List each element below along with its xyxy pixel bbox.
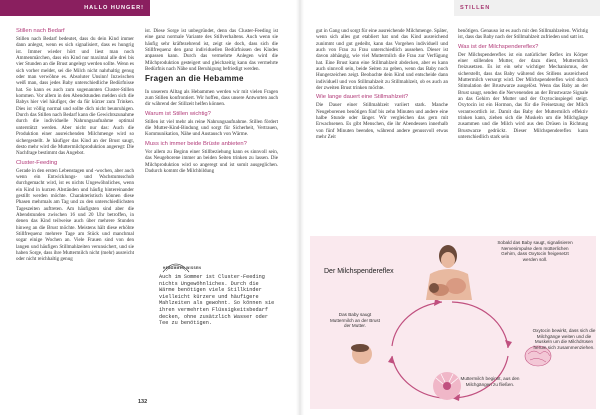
diagram-label-right: Oxytocin bewirkt, dass sich die Milchgänge weiten und die Muskeln um die Milchdrüsen herum sich zusammenziehen. (532, 328, 596, 350)
arrow-head (434, 299, 442, 306)
mother-nursing-illustration (426, 245, 472, 300)
left-column-1 (16, 28, 134, 266)
paragraph: Gerade in den ersten Lebenstagen und -wochen, aber auch wenn ein Entwicklungs- und Wachstumsschub durchgemacht wird, ist es nichts Ungewöhnliches, wenn ein Kind in kurzen Abständen und häufig hintereinander gestillt werden möchte. Charakteristisch können diese Phasen mehrmals am Tag und zu den unterschiedlichsten Tageszeiten auftreten. Am häufigsten sind aber die Abendstunden zwischen 16 und 20 Uhr betroffen, in denen das Kind teilweise auch über mehrere Stunden hinweg an die Brust möchte. Meistens hält diese erhöhte Stillfrequenz mehrere Tage am Stück und manchmal sogar einige Wochen an. Viele Frauen sind von den langen und häufigen Stillmahlzeiten verunsichert, und sie haben Sorge, dass ihre Muttermilch nicht (mehr) ausreicht oder nicht reichhaltig genug (16, 167, 134, 263)
diagram-label-bottom: Muttermilch beginnt, aus den Milchgängen zu fließen. (460, 376, 520, 387)
diagram-label-left: Das Baby saugt Muttermilch an der Brust der Mutter. (329, 312, 381, 329)
paragraph: benötigen. Genauso ist es auch mit den Stillmahlzeiten. Wichtig ist, dass das Baby nach der Stillmahlzeit zufrieden und satt ist. (458, 28, 588, 41)
section-heading: Cluster-Feeding (16, 159, 58, 166)
right-column-2 (458, 28, 588, 144)
paragraph: Vor allem zu Beginn einer Stillbeziehung kann es sinnvoll sein, das Neugeborene immer an beiden Seiten trinken zu lassen. Die Milchproduktion wird so angeregt und ist somit ausgeglichen. Dadurch kommt die Milchbildung (145, 148, 278, 174)
tip-box: Auch im Sommer ist Cluster-Feeding nichts Ungewöhnliches. Durch die Wärme benötigen viele Stillkinder vielleicht kürzere und häufigere Mahlzeiten als gewohnt. So können sie ihren vermehrten Flüssigkeitsbedarf decken, ohne zusätzlich Wasser oder Tee zu benötigen. (159, 274, 275, 327)
paragraph: gut in Gang und sorgt für eine ausreichende Milchmenge. Später, wenn sich alles gut etabliert hat und das Kind ausreichend zunimmt und gut gedeiht, kann das Vorgehen individuell und auch von Frau zu Frau unterschiedlich aussehen. Dieser ist davon abhängig, wie viel Muttermilch die Frau zur Verfügung hat. Eine Brust kann eine Stillmahlzeit abdecken, aber es kann auch sinnvoll sein, beide Seiten zu geben, wenn das Baby noch Hungerzeichen zeigt. Beobachte dein Kind und entscheide dann individuell und von Stillmahlzeit zu Stillmahlzeit, ob es auch an der zweiten Brust trinken möchte. (316, 28, 448, 92)
question-heading: Muss ich immer beide Brüste anbieten? (145, 140, 247, 147)
section-heading: Stillen nach Bedarf (16, 28, 65, 34)
arrow-head (505, 340, 512, 348)
milk-ejection-reflex-diagram (310, 236, 596, 409)
diagram-title: Der Milchspendereflex (324, 268, 394, 275)
running-header-left: HALLO HUNGER! (0, 0, 150, 16)
paragraph: Stillen ist viel mehr als reine Nahrungsaufnahme. Stillen fördert die Mutter-Kind-Bindung und sorgt für Sicherheit, Vertrauen, Kommunikation, Nähe und Austausch von Wärme. (145, 118, 278, 138)
section-title: Fragen an die Hebamme (145, 74, 244, 84)
paragraph: Stillen nach Bedarf bedeutet, dass du dein Kind immer dann anlegst, wenn es sich signalisiert, dass es hungrig ist. Immer wieder hört und liest man noch Ammenmärchen, dass ein Kind nur maximal alle drei bis vier Stunden an die Brust angelegt werden sollte. Wenn es sich vorher meldet, sei die Milch nicht nahrhaltig genug oder man verwöhne es. Absoluter Unsinn! Inzwischen weiß man, dass jedes Baby unterschiedliche Bedürfnisse hat. So kann es auch zum sogenannten Cluster-Stillen kommen. Vor allem in den Abendstunden melden sich die Babys hier viel häufiger, der da für kürzer zum Trinken. Dies ist völlig normal und sollte dich nicht beunruhigen. Durch das Stillen nach Bedarf kann die Gewichtszunahme durch die individuelle Nahrungsaufnahme optimal unterstützt werden. Aber nicht nur das: Auch die Produktion einer ausreichenden Milchmenge wird so sichergestellt. Je häufiger das Kind an der Brust saugt, desto mehr wird die Muttermilchproduktion angeregt: Die Nachfrage bestimmt das Angebot. (16, 36, 134, 157)
paragraph: ist. Diese Sorge ist unbegründet, denn das Cluster-Feeding ist eine ganz normale Variante des Stillverhaltens. Auch wenn sie häufig sehr kräftezehrend ist, zeigt sie doch, dass sich die Stillfrequenz den ganz individuellen Bedürfnissen des Kindes anpassen kann. Durch das vermehrte Anlegen wird die Milchproduktion gesteigert und gleichzeitig kann das vermehrte Bedürfnis nach Nähe und Beruhigung befriedigt werden. (145, 28, 278, 73)
left-column-2 (145, 28, 278, 177)
paragraph: Die Dauer einer Stillmahlzeit variiert stark. Manche Neugeborenen benötigen fünf bis zehn Minuten und andere eine halbe Stunde oder länger. Wir vergleichen das gern mit Erwachsenen. Es gibt Menschen, die ihr Abendessen innerhalb von fünf Minuten beenden, während andere genussvoll etwas mehr Zeit (316, 102, 448, 141)
running-header-right: STILLEN (454, 0, 600, 16)
question-heading: Was ist der Milchspendereflex? (458, 43, 539, 50)
paragraph: Der Milchspendereflex ist ein natürlicher Reflex im Körper einer stillenden Mutter, der dazu dient, Muttermilch freizusetzen. Es ist ein sehr wichtiger Mechanismus, der sicherstellt, dass das Baby während des Stillens ausreichend Muttermilch versorgt wird. Der Milchspendereflex wird durch Stimulation der Brustwarze ausgelöst. Wenn das Baby an der Brust saugt, senden die Nervenenden an der Brustwarze Signale an das Gehirn der Mutter und der Oxytocinspiegel steigt. Oxytocin ist ein Hormon, das für die Freisetzung der Milch verantwortlich ist. Damit das Baby der Muttermilch effektiv trinken kann, ziehen sich die Muskeln um die Milchgänge zusammen und die Milch wird aus den Drüsen in Richtung Brustwarze gedrückt. Dieser Milchspendereflex kann unterschiedlich stark sein (458, 51, 588, 141)
badge-label: HEBAMMEN WISSEN (163, 266, 202, 270)
book-gutter (296, 0, 304, 415)
arrow-top-right (452, 302, 508, 348)
paragraph: In unserem Alltag als Hebammen werden wir mit vielen Fragen zum Stillen konfrontiert. Wir hoffen, dass unsere Antworten auch dir während der Stillzeit helfen können. (145, 88, 278, 108)
left-page (0, 0, 296, 415)
right-column-1 (316, 28, 448, 144)
arrow-top-left (392, 302, 442, 346)
diagram-label-top: Sobald das Baby saugt, signalisieren Nervenimpulse dem mütterlichen Gehirn, dass Oxytocin freigesetzt werden soll. (497, 240, 573, 262)
breast-detail-icon (433, 372, 461, 400)
baby-icon (351, 344, 372, 364)
question-heading: Warum ist Stillen wichtig? (145, 110, 211, 117)
question-heading: Wie lange dauert eine Stillmahlzeit? (316, 94, 409, 101)
arrow-head (388, 356, 395, 364)
page-number: 132 (138, 399, 148, 405)
